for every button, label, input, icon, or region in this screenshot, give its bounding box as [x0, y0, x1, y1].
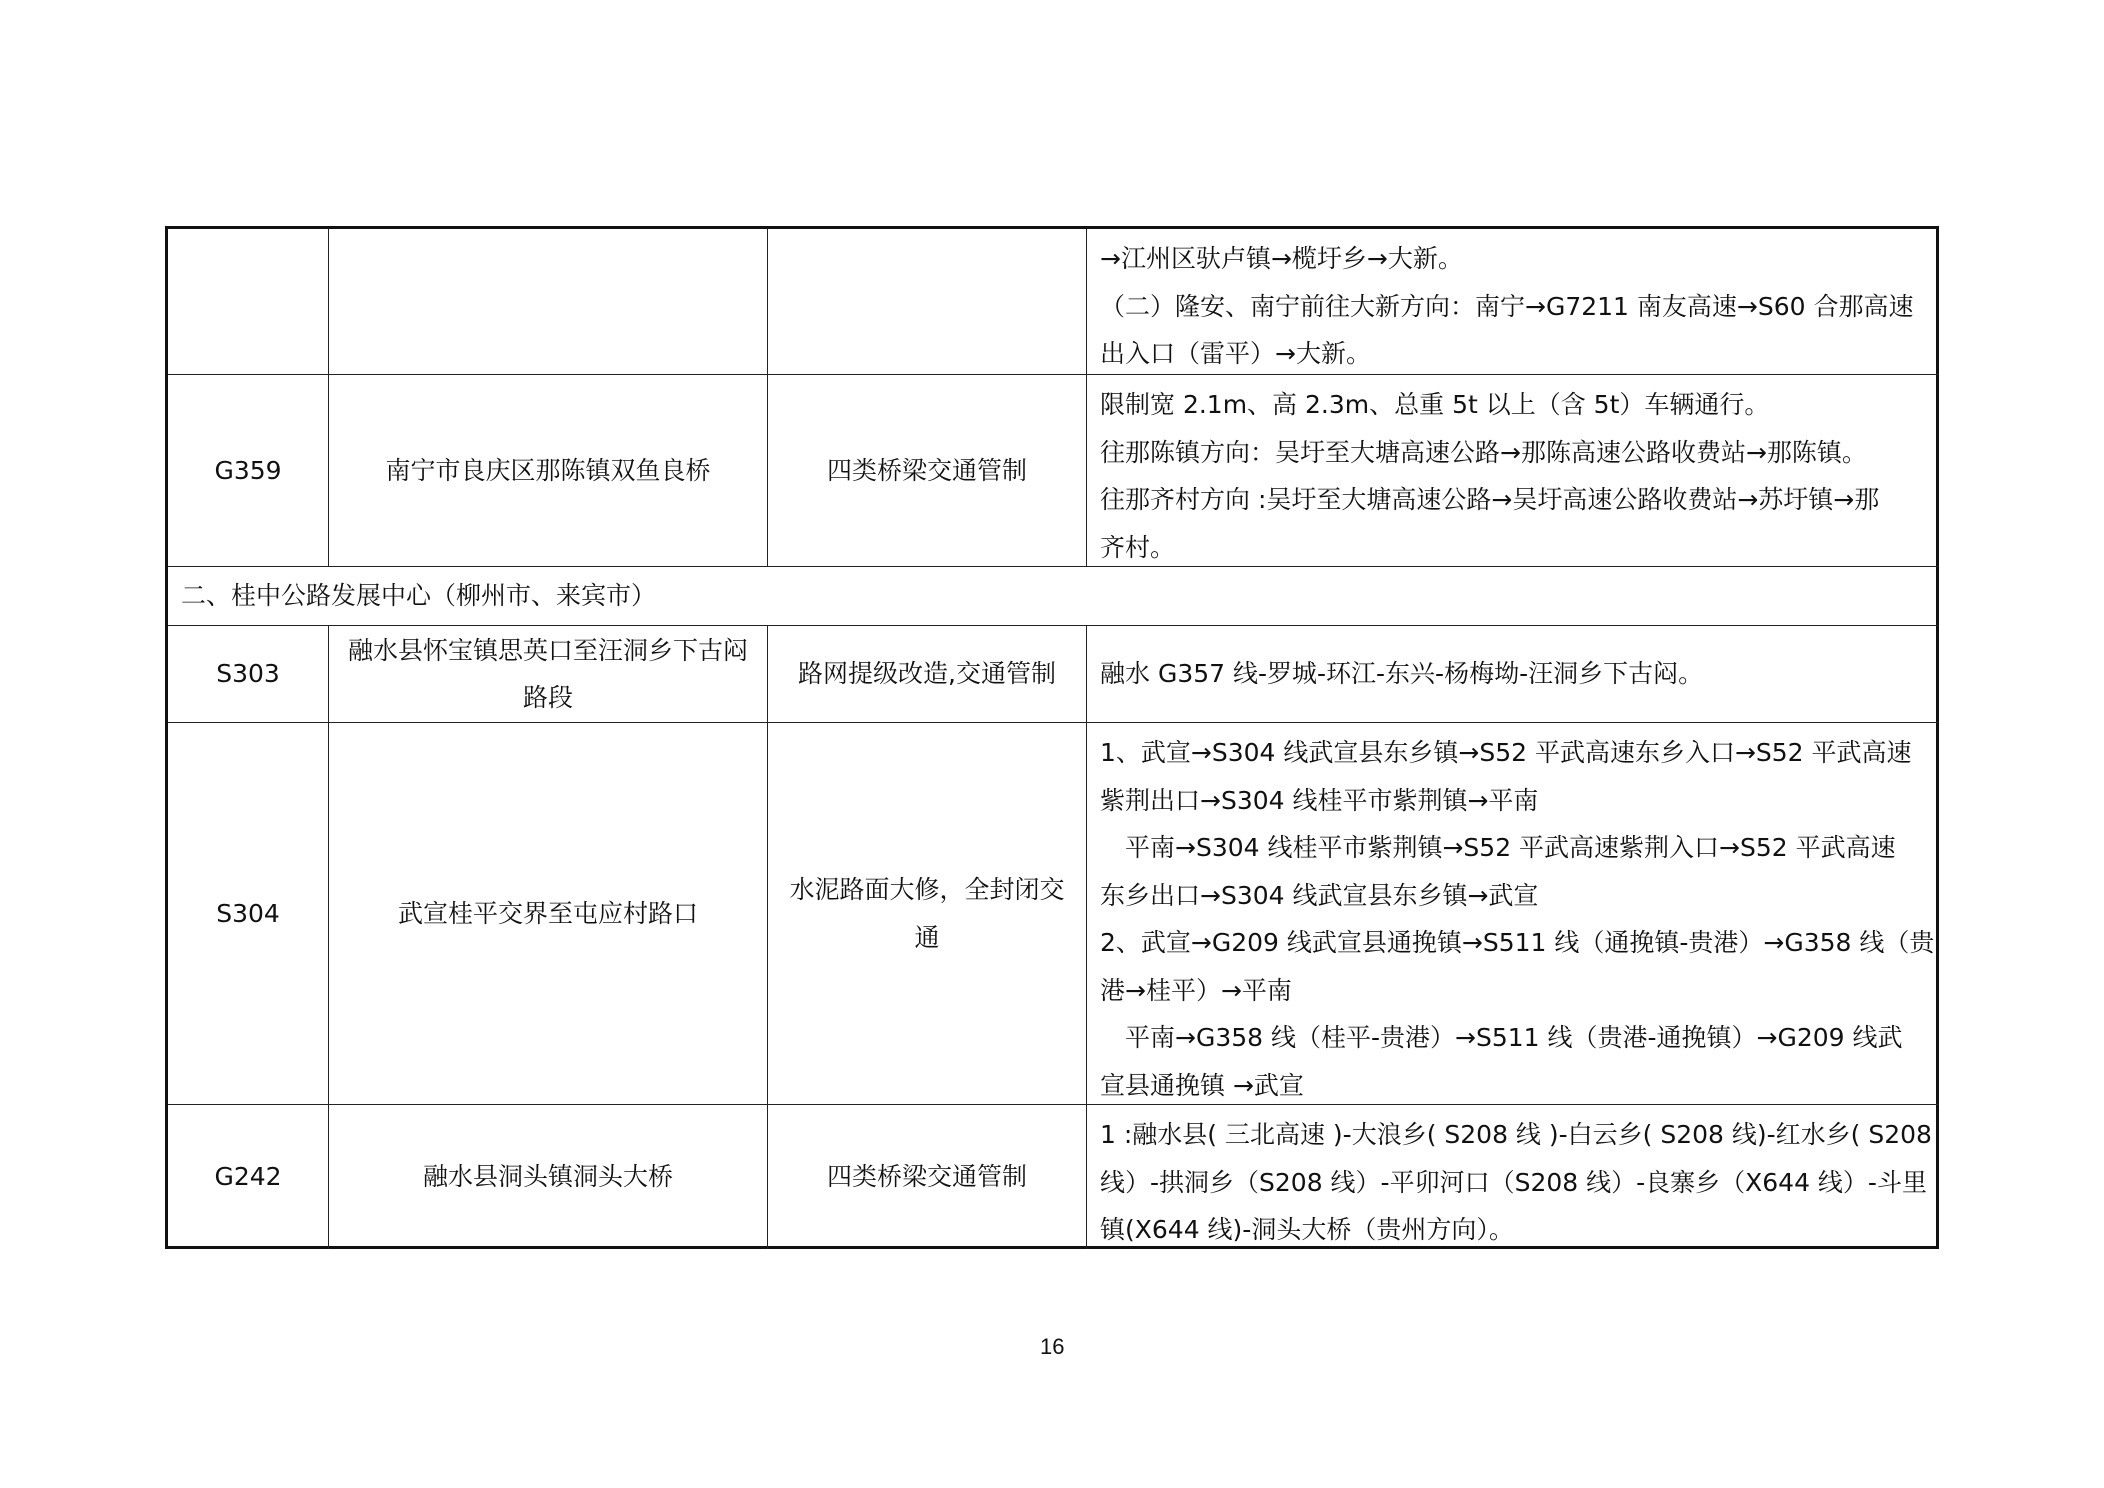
measure-cell: 路网提级改造,交通管制 — [768, 626, 1087, 723]
detour-line: 往那陈镇方向：吴圩至大塘高速公路→那陈高速公路收费站→那陈镇。 — [1100, 437, 1867, 467]
page-number: 16 — [1040, 1334, 1065, 1359]
detour-line: 平南→G358 线（桂平-贵港）→S511 线（贵港-通挽镇）→G209 线武 — [1100, 1023, 1903, 1052]
detour-line: 出入口（雷平）→大新。 — [1100, 339, 1371, 368]
detour-cell — [1087, 723, 1939, 1105]
detour-table — [165, 226, 1939, 1249]
detour-line: 镇(X644 线)-洞头大桥（贵州方向）。 — [1100, 1215, 1514, 1244]
measure-cell — [768, 229, 1087, 375]
location-cell: 武宣桂平交界至屯应村路口 — [329, 723, 768, 1105]
detour-cell — [1087, 626, 1939, 723]
detour-line: 平南→S304 线桂平市紫荆镇→S52 平武高速紫荆入口→S52 平武高速 — [1100, 833, 1896, 862]
detour-line: 港→桂平）→平南 — [1100, 975, 1292, 1005]
location-cell — [329, 229, 768, 375]
detour-line: 1、武宣→S304 线武宣县东乡镇→S52 平武高速东乡入口→S52 平武高速 — [1100, 738, 1912, 767]
measure-cell: 水泥路面大修，全封闭交通 — [768, 723, 1087, 1105]
detour-line: 2、武宣→G209 线武宣县通挽镇→S511 线（通挽镇-贵港）→G358 线（贵 — [1100, 928, 1935, 957]
measure-cell: 四类桥梁交通管制 — [768, 1105, 1087, 1249]
road-code-cell: S303 — [168, 626, 329, 723]
location-cell: 南宁市良庆区那陈镇双鱼良桥 — [329, 375, 768, 567]
road-code-cell: G242 — [168, 1105, 329, 1249]
detour-line: （二）隆安、南宁前往大新方向：南宁→G7211 南友高速→S60 合那高速 — [1100, 291, 1914, 321]
detour-line: 紫荆出口→S304 线桂平市紫荆镇→平南 — [1100, 785, 1539, 815]
detour-line: 线）-拱洞乡（S208 线）-平卯河口（S208 线）-良寨乡（X644 线）-斗里 — [1100, 1167, 1927, 1197]
detour-line: 东乡出口→S304 线武宣县东乡镇→武宣 — [1100, 880, 1539, 910]
measure-cell: 四类桥梁交通管制 — [768, 375, 1087, 567]
detour-cell — [1087, 229, 1939, 375]
detour-line: 往那齐村方向 :吴圩至大塘高速公路→吴圩高速公路收费站→苏圩镇→那 — [1100, 485, 1880, 514]
location-cell: 融水县洞头镇洞头大桥 — [329, 1105, 768, 1249]
location-cell: 融水县怀宝镇思英口至汪洞乡下古闷路段 — [329, 626, 768, 723]
detour-line: 齐村。 — [1100, 532, 1176, 562]
detour-cell — [1087, 375, 1939, 567]
detour-line: 融水 G357 线-罗城-环江-东兴-杨梅坳-汪洞乡下古闷。 — [1100, 659, 1704, 689]
section-heading: 二、桂中公路发展中心（柳州市、来宾市） — [168, 567, 1939, 626]
detour-line: →江州区驮卢镇→榄圩乡→大新。 — [1100, 244, 1463, 273]
detour-cell — [1087, 1105, 1939, 1249]
detour-line: 限制宽 2.1m、高 2.3m、总重 5t 以上（含 5t）车辆通行。 — [1100, 390, 1770, 419]
detour-line: 宣县通挽镇 →武宣 — [1100, 1070, 1304, 1100]
road-code-cell: S304 — [168, 723, 329, 1105]
road-code-cell: G359 — [168, 375, 329, 567]
detour-line: 1 :融水县( 三北高速 )-大浪乡( S208 线 )-白云乡( S208 线)-红水乡( S208 — [1100, 1120, 1932, 1149]
road-code-cell — [168, 229, 329, 375]
